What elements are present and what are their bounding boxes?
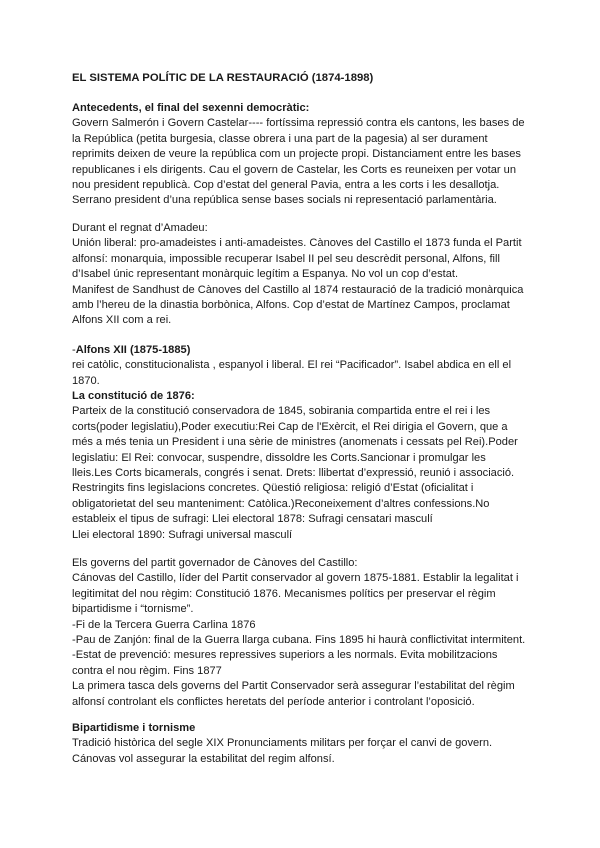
paragraph-line: contra el nou règim. Fins 1877 <box>72 664 222 677</box>
section-antecedents <box>72 101 532 209</box>
paragraph-line: reprimits deixen de veure la república com un projecte propi. Distanciament entre les bases <box>72 148 521 161</box>
section-constitucio <box>72 389 532 543</box>
section-bipartidisme <box>72 721 532 767</box>
paragraph-line: bipartidisme i “tornisme”. <box>72 603 194 616</box>
section-heading: Alfons XII (1875-1885) <box>75 344 191 356</box>
paragraph-line: -Pau de Zanjón: final de la Guerra llarga cubana. Fins 1895 hi haurà conflictivitat intermitent. <box>72 634 526 647</box>
document-title: EL SISTEMA POLÍTIC DE LA RESTAURACIÓ (1874-1898) <box>72 72 374 84</box>
paragraph-line: Parteix de la constitució conservadora de 1845, sobirania compartida entre el rei i les <box>72 405 491 418</box>
paragraph-line: Llei electoral 1890: Sufragi universal masculí <box>72 528 293 541</box>
section-heading: La constitució de 1876: <box>72 390 195 402</box>
paragraph-line: republicanes i els dirigents. Cau el govern de Castelar, les Corts es reuneixen per votar un <box>72 163 516 176</box>
paragraph-line: la República (petita burgesia, classe obrera i una part de la pagesia) al ser durament <box>72 132 488 145</box>
paragraph-line: Govern Salmerón i Govern Castelar---- fortíssima repressió contra els cantons, les bases de <box>72 117 525 130</box>
paragraph-line: Tradició històrica del segle XIX Pronunciaments militars per forçar el canvi de govern. <box>72 737 493 750</box>
paragraph-line: alfonsí controlant els conflictes heretats del període anterior i controlant l’oposició. <box>72 695 475 708</box>
paragraph-line: Manifest de Sandhust de Cànoves del Castillo al 1874 restauració de la tradició monàrquica <box>72 283 524 296</box>
section-amadeu <box>72 221 532 329</box>
paragraph-line: rei catòlic, constitucionalista , espanyol i liberal. El rei “Pacificador”. Isabel abdica en ell el <box>72 359 512 372</box>
section-governs <box>72 556 532 710</box>
paragraph-line: Alfons XII com a rei. <box>72 314 172 327</box>
paragraph-line: legitimitat del nou règim: Constitució 1876. Mecanismes polítics per preservar el règim <box>72 587 496 600</box>
paragraph-line: La primera tasca dels governs del Partit Conservador serà assegurar l’estabilitat del règim <box>72 680 515 693</box>
paragraph-line: -Fi de la Tercera Guerra Carlina 1876 <box>72 618 256 631</box>
paragraph-line: d’Isabel únic representant monàrquic legítim a Espanya. No vol un cop d’estat. <box>72 268 459 281</box>
paragraph-line: Serrano president d’una república sense bases socials ni representació parlamentària. <box>72 194 497 207</box>
paragraph-line: Cánovas del Castillo, líder del Partit conservador al govern 1875-1881. Establir la legalitat i <box>72 572 519 585</box>
paragraph-line: estableix el tipus de sufragi: Llei electoral 1878: Sufragi censatari masculí <box>72 513 433 526</box>
paragraph-line: obligatorietat del seu manteniment: Catòlica.)Reconeixement d’altres confessions.No <box>72 497 490 510</box>
dash-prefix: - <box>72 344 76 356</box>
paragraph-line: Durant el regnat d’Amadeu: <box>72 222 208 234</box>
paragraph-line: -Estat de prevenció: mesures repressives superiors a les normals. Evita mobilitzacions <box>72 649 498 662</box>
paragraph-line: Cánovas vol assegurar la estabilitat del regim alfonsí. <box>72 752 335 765</box>
paragraph-line: nou president republicà. Cop d’estat del general Pavia, entra a les corts i les desallotja. <box>72 179 500 192</box>
paragraph-line: més a més tenia un President i una sèrie de ministres (anomenats i cessats pel Rei).Poder <box>72 436 518 449</box>
paragraph-line: 1870. <box>72 374 100 387</box>
paragraph-line: amb l’hereu de la dinastia borbònica, Alfons. Cop d’estat de Martínez Campos, proclamat <box>72 299 510 312</box>
paragraph-line: Restringits fins legislacions concretes. Qüestió religiosa: religió d’Estat (oficialitat i <box>72 482 474 495</box>
paragraph-line: corts(poder legislatiu),Poder executiu:Rei Cap de l'Exèrcit, el Rei dirigia el Govern, que a <box>72 420 508 433</box>
section-heading-line <box>72 343 532 358</box>
paragraph-line: Unión liberal: pro-amadeistes i anti-amadeistes. Cànoves del Castillo el 1873 funda el Partit <box>72 237 522 250</box>
paragraph-line: lleis.Les Corts bicamerals, congrés i senat. Drets: llibertat d’expressió, reunió i associació. <box>72 467 515 480</box>
paragraph-line: legislatiu: El Rei: convocar, suspendre, dissoldre les Corts.Sancionar i promulgar les <box>72 451 486 464</box>
section-alfons <box>72 343 532 389</box>
paragraph-line: Els governs del partit governador de Cànoves del Castillo: <box>72 557 358 569</box>
paragraph-line: alfonsí: monarquia, impossible recuperar Isabel II pel seu descrèdit personal, Alfons, fill <box>72 252 500 265</box>
section-heading: Antecedents, el final del sexenni democràtic: <box>72 102 310 114</box>
section-heading: Bipartidisme i tornisme <box>72 722 196 734</box>
